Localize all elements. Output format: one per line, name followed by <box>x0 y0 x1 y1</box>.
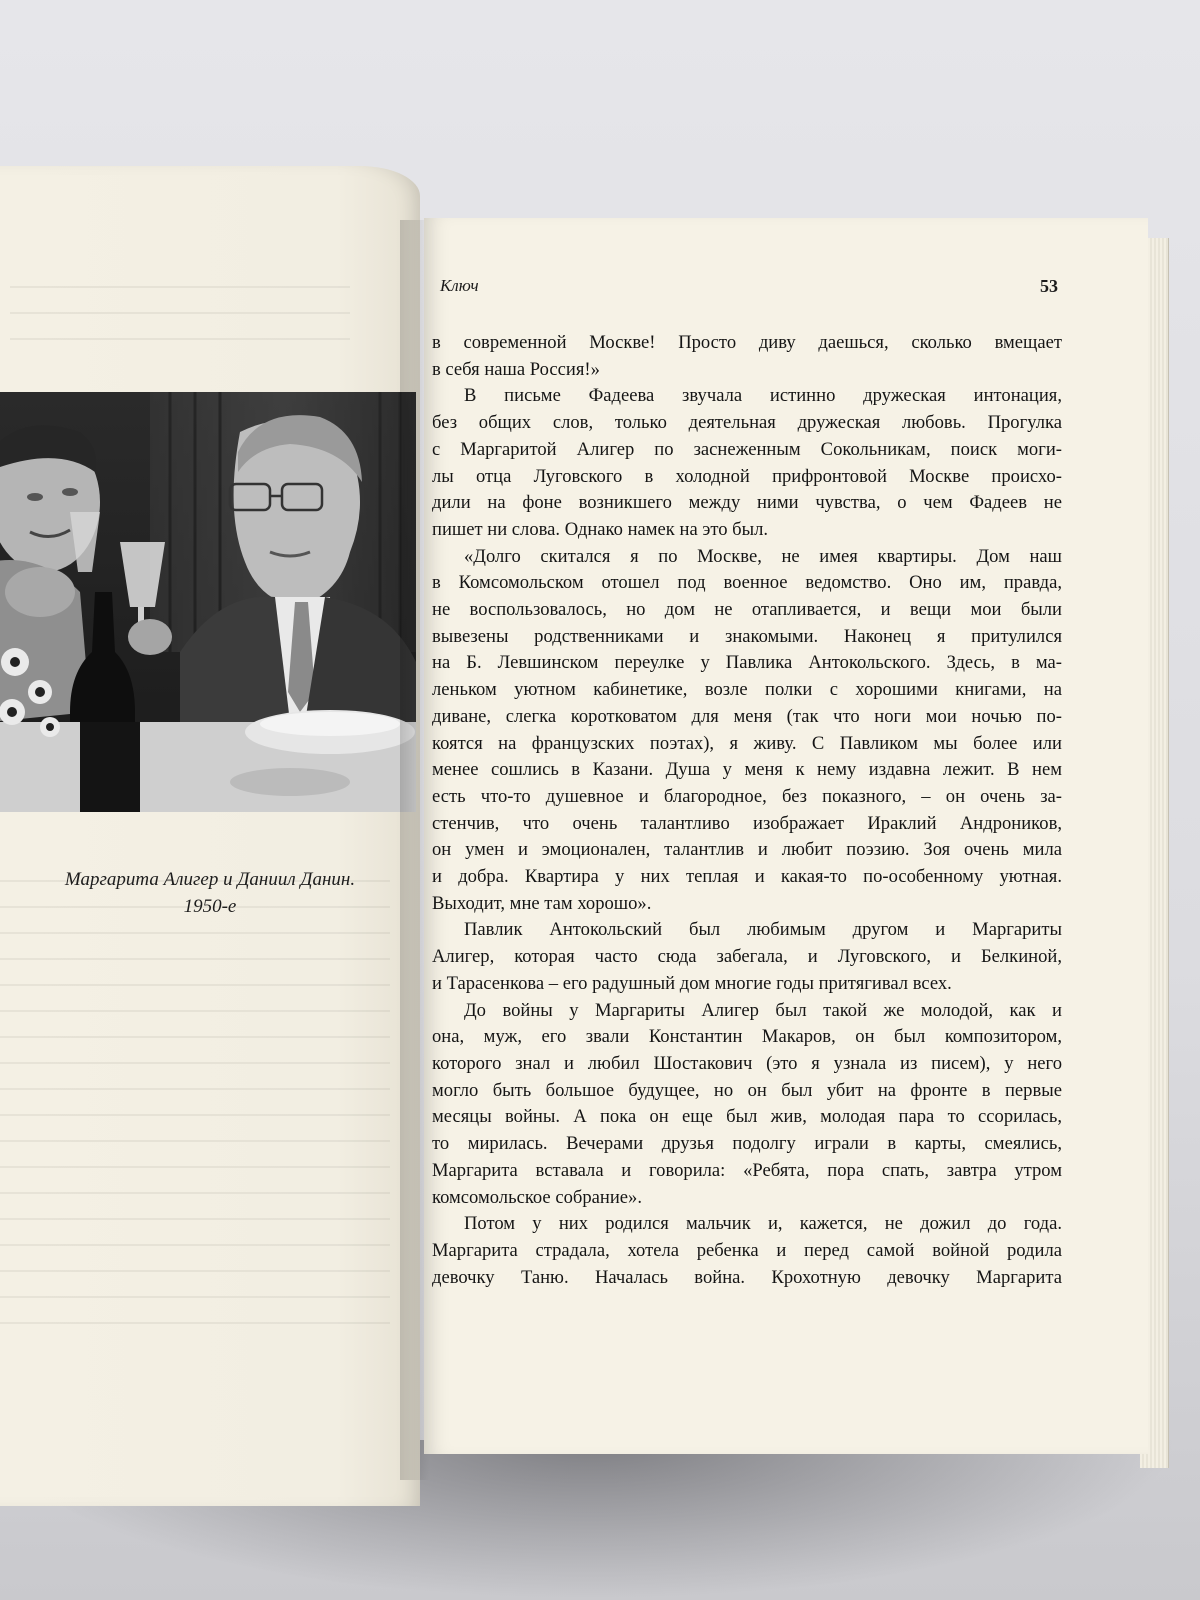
text-line: пишет ни слова. Однако намек на это был. <box>432 518 769 540</box>
text-line: она, муж, его звали Константин Макаров, он был композитором, <box>432 1026 1062 1048</box>
photo-caption-line2: 1950-е <box>183 896 237 917</box>
show-through-line <box>0 1088 390 1090</box>
photo <box>0 392 416 812</box>
show-through-line <box>0 958 390 960</box>
text-line: в Комсомольском отошел под военное ведомство. Оно им, правда, <box>432 572 1062 594</box>
text-line: лы отца Луговского в холодной прифронтовой Москве происхо- <box>432 465 1062 487</box>
text-line: диване, слегка коротковатом для меня (так что ноги мои ночью по- <box>432 705 1062 727</box>
text-line: не воспользовалось, но дом не отапливается, и вещи мои были <box>432 599 1062 621</box>
text-line: Маргарита вставала и говорила: «Ребята, пора спать, завтра утром <box>432 1159 1062 1181</box>
photo-two-men-at-table <box>0 392 416 812</box>
show-through-line <box>0 1140 390 1142</box>
page-number: 53 <box>1040 276 1058 296</box>
text-line: До войны у Маргариты Алигер был такой же молодой, как и <box>464 999 1062 1021</box>
show-through-line <box>0 1114 390 1116</box>
text-line: Алигер, которая часто сюда забегала, и Луговского, и Белкиной, <box>432 946 1062 968</box>
text-line: он умен и эмоционален, талантлив и любит поэзию. Зоя очень мила <box>432 839 1062 861</box>
text-line: вывезены родственниками и знакомыми. Наконец я притулился <box>432 625 1062 647</box>
running-head: Ключ <box>440 276 479 295</box>
show-through-line <box>0 1296 390 1298</box>
text-line: «Долго скитался я по Москве, не имея квартиры. Дом наш <box>464 545 1062 567</box>
text-line: с Маргаритой Алигер по заснеженным Сокольникам, поиск моги- <box>432 438 1062 460</box>
show-through-line <box>10 338 350 340</box>
show-through-line <box>0 1192 390 1194</box>
show-through-line <box>0 1010 390 1012</box>
text-line: в себя наша Россия!» <box>432 358 600 380</box>
text-line: стенчив, что очень талантливо изображает Ираклий Андроников, <box>432 812 1062 834</box>
show-through-line <box>0 932 390 934</box>
text-line: Павлик Антокольский был любимым другом и Маргариты <box>464 919 1062 941</box>
text-line: дили на фоне возникшего между ними чувства, о чем Фадеев не <box>432 492 1062 514</box>
show-through-line <box>0 1322 390 1324</box>
body-text <box>432 330 1062 1291</box>
show-through-line <box>0 1218 390 1220</box>
show-through-line <box>0 1036 390 1038</box>
text-line: месяцы войны. А пока он еще был жив, молодая пара то ссорилась, <box>432 1106 1062 1128</box>
text-line: и Тарасенкова – его радушный дом многие годы притягивал всех. <box>432 972 952 994</box>
text-line: комсомольское собрание». <box>432 1186 642 1208</box>
text-line: могло быть большое будущее, но он был убит на фронте в первые <box>432 1079 1062 1101</box>
text-line: Маргарита страдала, хотела ребенка и перед самой войной родила <box>432 1239 1062 1261</box>
show-through-line <box>0 984 390 986</box>
text-line: Выходит, мне там хорошо». <box>432 892 652 914</box>
show-through-line <box>0 1244 390 1246</box>
text-line: есть что-то душевное и благородное, без показного, – он очень за- <box>432 785 1062 807</box>
text-line: то мирилась. Вечерами друзья подолгу играли в карты, смеялись, <box>432 1133 1062 1155</box>
text-line: Потом у них родился мальчик и, кажется, не дожил до года. <box>464 1213 1062 1235</box>
left-page <box>0 166 420 1506</box>
text-line: девочку Таню. Началась война. Крохотную девочку Маргарита <box>432 1266 1062 1288</box>
show-through-line <box>0 1062 390 1064</box>
show-through-line <box>0 1270 390 1272</box>
photo-caption-line1: Маргарита Алигер и Даниил Данин. <box>64 869 356 890</box>
text-line: леньком уютном кабинетике, возле полки с хорошими книгами, на <box>432 679 1062 701</box>
text-line: в современной Москве! Просто диву даешься, сколько вмещает <box>432 332 1062 353</box>
text-line: на Б. Левшинском переулке у Павлика Антокольского. Здесь, в ма- <box>432 652 1062 674</box>
text-line: коятся на французских поэтах), я живу. С Павликом мы более или <box>432 732 1062 754</box>
show-through-line <box>10 286 350 288</box>
show-through-line <box>10 312 350 314</box>
show-through-line <box>0 1166 390 1168</box>
text-line: которого знал и любил Шостакович (это я узнала из писем), у него <box>432 1052 1062 1074</box>
text-line: менее сошлись в Казани. Душа у меня к нему издавна лежит. В нем <box>432 759 1062 781</box>
text-line: В письме Фадеева звучала истинно дружеская интонация, <box>464 385 1062 407</box>
text-line: без общих слов, только деятельная дружеская любовь. Прогулка <box>432 412 1062 434</box>
text-line: и добра. Квартира у них теплая и какая-то по-особенному уютная. <box>432 866 1062 888</box>
